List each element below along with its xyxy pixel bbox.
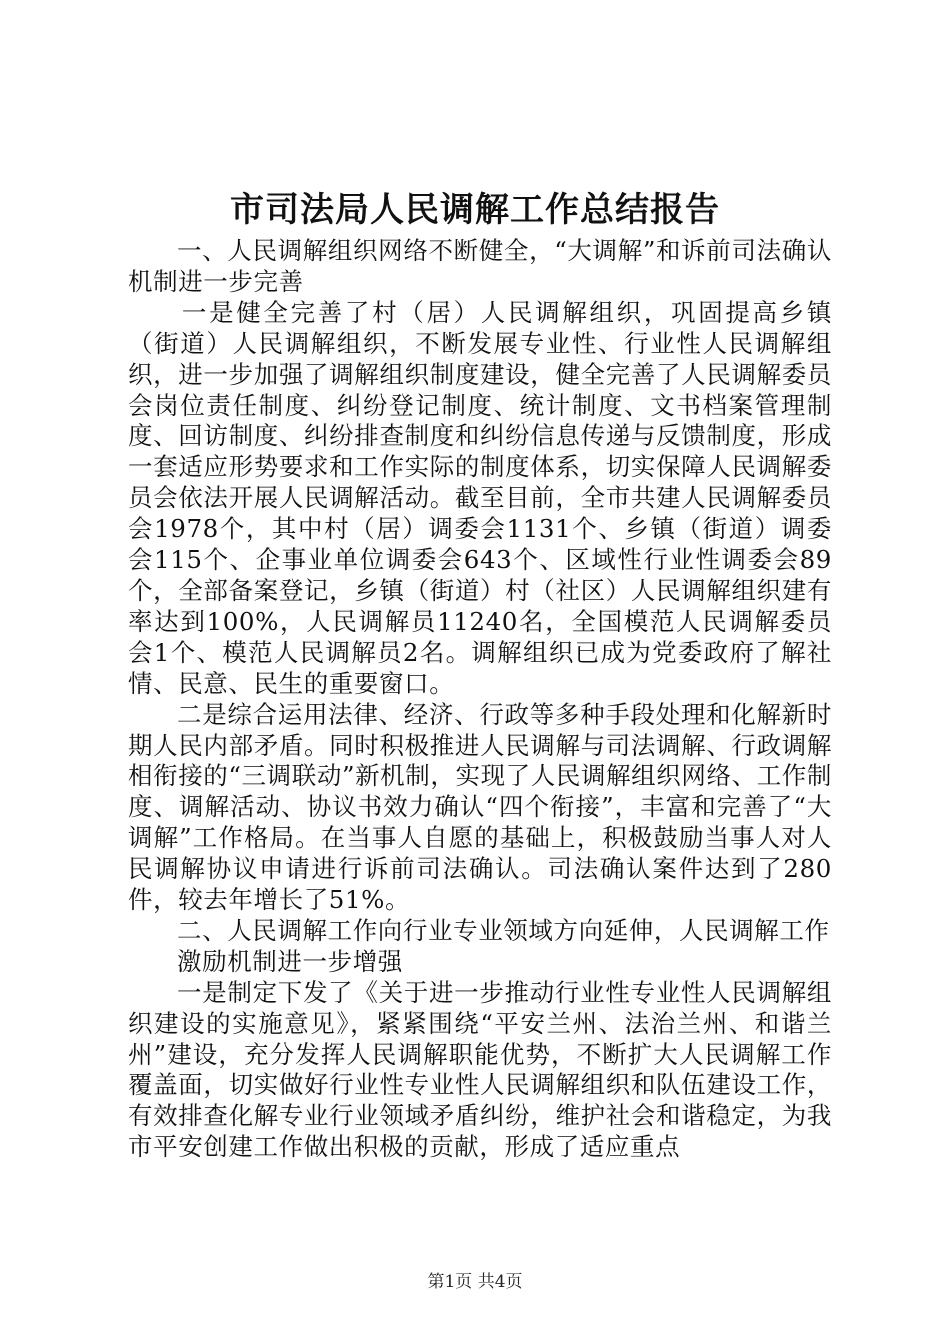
section-heading-1: 一、人民调解组织网络不断健全，“大调解”和诉前司法确认机制进一步完善 — [128, 236, 832, 296]
paragraph-2: 二是综合运用法律、经济、行政等多种手段处理和化解新时期人民内部矛盾。同时积极推进人民调解与司法调解、行政调解相衔接的“三调联动”新机制，实现了人民调解组织网络、工作制度、调解活动、协议书效力确认“四个衔接”，丰富和完善了“大调解”工作格局。在当事人自愿的基础上，积极鼓励当事人对人民调解协议申请进行诉前司法确认。司法确认案件达到了280件，较去年增长了51%。 — [128, 699, 832, 915]
paragraph-3: 一是制定下发了《关于进一步推动行业性专业性人民调解组织建设的实施意见》，紧紧围绕“平安兰州、法治兰州、和谐兰州”建设，充分发挥人民调解职能优势，不断扩大人民调解工作覆盖面，切实做好行业性专业性人民调解组织和队伍建设工作，有效排查化解专业行业领域矛盾纠纷，维护社会和谐稳定，为我市平安创建工作做出积极的贡献，形成了适应重点 — [128, 977, 832, 1162]
page-footer: 第1页 共4页 — [427, 1272, 523, 1292]
document-body — [128, 236, 832, 1163]
paragraph-1: 一是健全完善了村（居）人民调解组织，巩固提高乡镇（街道）人民调解组织，不断发展专业性、行业性人民调解组织，进一步加强了调解组织制度建设，健全完善了人民调解委员会岗位责任制度、纠纷登记制度、统计制度、文书档案管理制度、回访制度、纠纷排查制度和纠纷信息传递与反馈制度，形成一套适应形势要求和工作实际的制度体系，切实保障人民调解委员会依法开展人民调解活动。截至目前，全市共建人民调解委员会1978个，其中村（居）调委会1131个、乡镇（街道）调委会115个、企事业单位调委会643个、区域性行业性调委会89个，全部备案登记，乡镇（街道）村（社区）人民调解组织建有率达到100%，人民调解员11240名，全国模范人民调解委员会1个、模范人民调解员2名。调解组织已成为党委政府了解社情、民意、民生的重要窗口。 — [128, 297, 832, 698]
section-heading-2: 二、人民调解工作向行业专业领域方向延伸，人民调解工作 — [177, 915, 830, 945]
document-title: 市司法局人民调解工作总结报告 — [230, 190, 720, 230]
section-heading-2-continued: 激励机制进一步增强 — [177, 946, 403, 976]
